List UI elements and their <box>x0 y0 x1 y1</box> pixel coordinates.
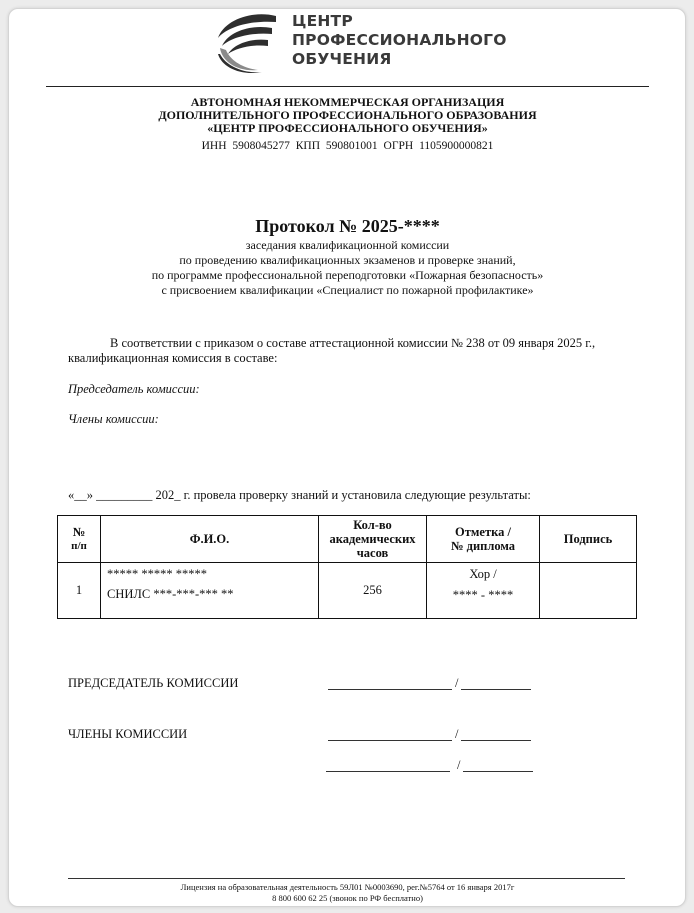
footer-phone: 8 800 600 62 25 (звонок по РФ бесплатно) <box>272 893 423 903</box>
company-logo-icon <box>212 10 284 76</box>
member-1-name-line <box>461 740 531 741</box>
row-signature <box>540 563 637 619</box>
header-mark <box>427 516 540 563</box>
logo-line-1: ЦЕНТР <box>292 12 353 30</box>
chairman-name-line <box>461 689 531 690</box>
member-2-signature-line <box>326 771 450 772</box>
protocol-subtitle-4: с присвоением квалификации «Специалист по пожарной профилактике» <box>161 283 534 297</box>
header-divider <box>46 86 649 87</box>
protocol-subtitle-1: заседания квалификационной комиссии <box>245 238 450 252</box>
member-1-slash: / <box>455 727 459 741</box>
header-mark-line-1: Отметка / <box>455 525 511 539</box>
protocol-subtitle-3: по программе профессиональной переподготовки «Пожарная безопасность» <box>151 268 544 282</box>
order-paragraph-line-1: В соответствии с приказом о составе аттестационной комиссии № 238 от 09 января 2025 г., <box>110 336 596 350</box>
member-1-signature-line <box>328 740 452 741</box>
row-name-cell <box>101 563 319 619</box>
chairman-slash: / <box>455 676 459 690</box>
row-snils: СНИЛС ***-***-*** ** <box>107 587 234 601</box>
chairman-signature-line <box>328 689 452 690</box>
header-number-line-2: п/п <box>71 540 87 552</box>
row-number: 1 <box>58 563 101 619</box>
org-line-1: АВТОНОМНАЯ НЕКОММЕРЧЕСКАЯ ОРГАНИЗАЦИЯ <box>190 95 505 109</box>
org-ids: ИНН 5908045277 КПП 590801001 ОГРН 1105900000821 <box>201 140 494 152</box>
logo-line-3: ОБУЧЕНИЯ <box>292 50 392 68</box>
row-mark: Хор / <box>469 567 497 581</box>
row-name: ***** ***** ***** <box>107 567 207 581</box>
results-table <box>57 515 637 619</box>
table-row <box>58 563 637 619</box>
protocol-title: Протокол № 2025-**** <box>255 216 440 236</box>
date-line: «__» _________ 202_ г. провела проверку знаний и установила следующие результаты: <box>68 488 531 502</box>
header-signature: Подпись <box>540 516 637 563</box>
members-signature-label: ЧЛЕНЫ КОМИССИИ <box>68 727 188 741</box>
order-paragraph-line-2: квалификационная комиссия в составе: <box>68 351 278 365</box>
header-hours <box>319 516 427 563</box>
chairman-signature-label: ПРЕДСЕДАТЕЛЬ КОМИССИИ <box>68 676 239 690</box>
header-number <box>58 516 101 563</box>
header-hours-line-2: академических <box>329 532 416 546</box>
header-hours-line-3: часов <box>356 546 389 560</box>
member-2-slash: / <box>457 758 461 772</box>
logo-text <box>292 12 507 69</box>
org-line-3: «ЦЕНТР ПРОФЕССИОНАЛЬНОГО ОБУЧЕНИЯ» <box>207 121 488 135</box>
footer-divider <box>68 878 625 879</box>
row-diploma: **** - **** <box>452 588 514 602</box>
chairman-label: Председатель комиссии: <box>68 382 200 396</box>
members-label: Члены комиссии: <box>68 412 159 426</box>
org-line-2: ДОПОЛНИТЕЛЬНОГО ПРОФЕССИОНАЛЬНОГО ОБРАЗОВАНИЯ <box>158 108 537 122</box>
row-hours: 256 <box>319 563 427 619</box>
header-number-line-1: № <box>72 525 86 539</box>
row-mark-cell <box>427 563 540 619</box>
header-hours-line-1: Кол-во <box>353 518 392 532</box>
protocol-subtitle-2: по проведению квалификационных экзаменов и проверке знаний, <box>179 253 516 267</box>
table-header-row <box>58 516 637 563</box>
member-2-name-line <box>463 771 533 772</box>
footer-license: Лицензия на образовательная деятельность 59Л01 №0003690, рег.№5764 от 16 января 2017г <box>180 882 515 892</box>
header-name: Ф.И.О. <box>101 516 319 563</box>
logo-line-2: ПРОФЕССИОНАЛЬНОГО <box>292 31 507 49</box>
header-mark-line-2: № диплома <box>450 539 516 553</box>
